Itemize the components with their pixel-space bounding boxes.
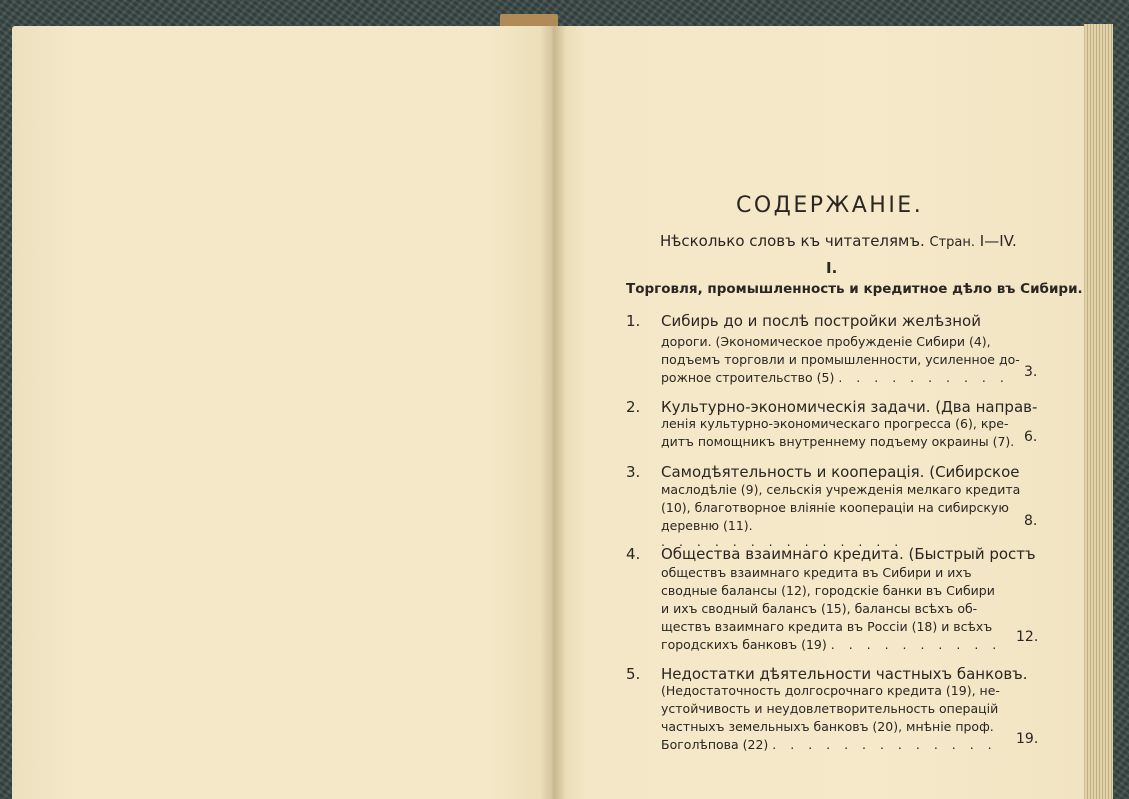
entry-line: ленiя культурно-экономическаго прогресса (6), кре-: [661, 416, 1009, 431]
entry-line: маслодѣлiе (9), сельскiя учрежденiя мелкаго кредита: [661, 482, 1021, 497]
part-title: Торговля, промышленность и кредитное дѣло въ Сибири.: [626, 281, 1083, 297]
entry-line: сводные балансы (12), городскiе банки въ Сибири: [661, 583, 995, 598]
entry-line: дитъ помощникъ внутреннему подъему окраины (7).: [661, 434, 1015, 449]
entry-number: 1.: [626, 312, 641, 330]
leader-dots: . . . . . . . . . . . . . .: [661, 534, 904, 549]
entry-line: (Недостаточность долгосрочнаго кредита (19), не-: [661, 683, 1000, 698]
entry-heading: Сибирь до и послѣ постройки желѣзной: [661, 312, 981, 330]
entry-line: устойчивость и неудовлетворительность операцiй: [661, 701, 999, 716]
entry-line: дороги. (Экономическое пробужденiе Сибири (4),: [661, 334, 991, 349]
intro-pages: I—IV.: [979, 232, 1017, 250]
entry-line: частныхъ земельныхъ банковъ (20), мнѣнiе проф.: [661, 719, 994, 734]
entry-page: 12.: [1016, 629, 1039, 645]
leader-dots: . . . . . . . . . .: [838, 370, 1009, 385]
entry-line: и ихъ сводный балансъ (15), балансы всѣхъ об-: [661, 601, 978, 616]
entry-number: 5.: [626, 665, 641, 683]
entry-line: подъемъ торговли и промышленности, усиленное до-: [661, 352, 1020, 367]
entry-number: 4.: [626, 545, 641, 563]
left-page-blank: [12, 26, 554, 799]
entry-line: городскихъ банковъ (19) . . . . . . . . . .: [661, 637, 1002, 652]
entry-line: обществъ взаимнаго кредита въ Сибири и ихъ: [661, 565, 972, 580]
entry-heading: Общества взаимнаго кредита. (Быстрый ростъ: [661, 545, 1036, 563]
part-numeral: I.: [826, 259, 838, 277]
leader-dots: . . . . . . . . . .: [830, 637, 1002, 652]
entry-line: (10), благотворное влiянiе коопераціи на сибирскую: [661, 500, 1009, 515]
entry-line: деревню (11).: [661, 518, 753, 533]
entry-line: Боголѣпова (22) . . . . . . . . . . . . .: [661, 737, 997, 752]
entry-line: ществъ взаимнаго кредита въ Россiи (18) и всѣхъ: [661, 619, 993, 634]
page-edges: [1084, 24, 1113, 799]
intro-text: Нѣсколько словъ къ читателямъ.: [660, 232, 925, 250]
entry-page: 3.: [1024, 364, 1038, 380]
entry-number: 2.: [626, 398, 641, 416]
entry-page: 6.: [1024, 429, 1038, 445]
leader-dots: . . . . . . . . . . . . .: [772, 737, 997, 752]
entry-heading: Самодѣятельность и кооперацiя. (Сибирское: [661, 463, 1020, 481]
intro-page-word: Стран.: [929, 235, 976, 250]
entry-heading: Культурно-экономическiя задачи. (Два направ-: [661, 398, 1038, 416]
entry-page: 19.: [1016, 731, 1039, 747]
entry-number: 3.: [626, 463, 641, 481]
entry-heading: Недостатки дѣятельности частныхъ банковъ.: [661, 665, 1028, 683]
entry-line: рожное строительство (5) . . . . . . . . . .: [661, 370, 1009, 385]
book-gutter: [540, 26, 566, 799]
entry-page: 8.: [1024, 513, 1038, 529]
toc-intro-line: [660, 232, 1017, 250]
toc-title: СОДЕРЖАНIЕ.: [736, 193, 924, 218]
